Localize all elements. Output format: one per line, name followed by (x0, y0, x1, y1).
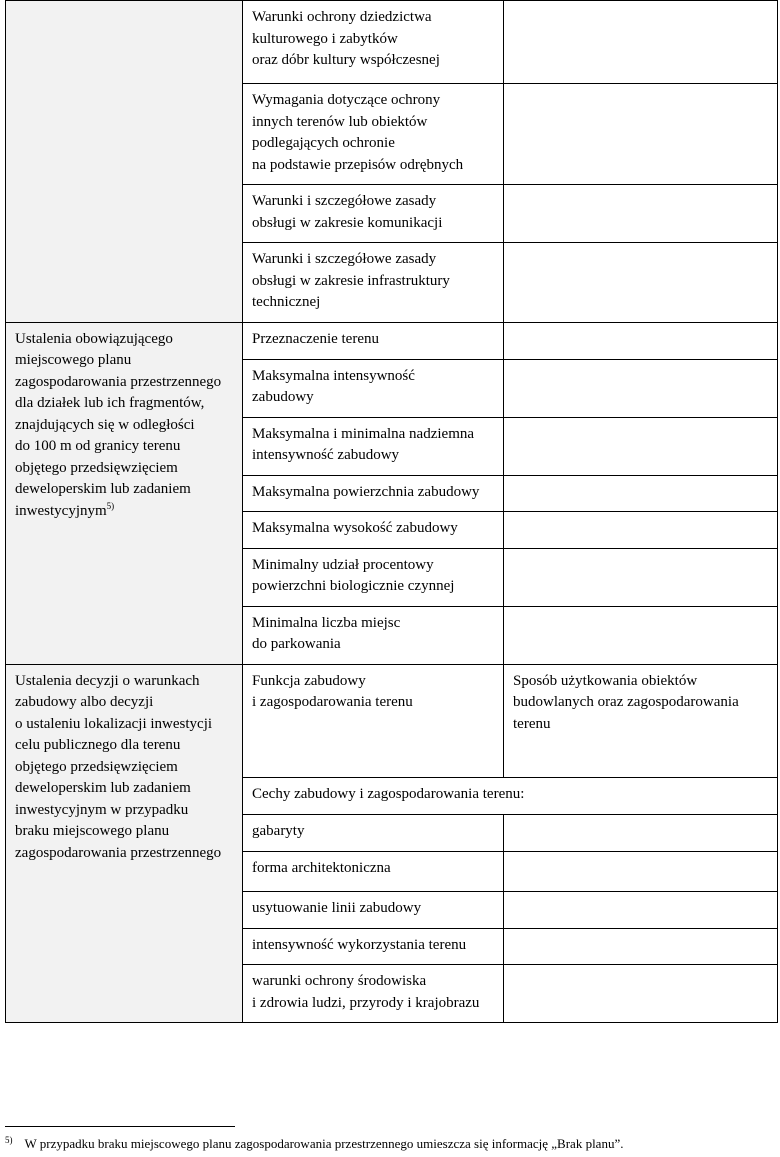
function-value: Sposób użytkowania obiektów budowlanych oraz zagospodarowania terenu (504, 664, 778, 777)
section2-label: Ustalenia obowiązującego miejscowego planu zagospodarowania przestrzennego dla działek lub ich fragmentów, znajdujących się w odległości do 100 m od granicy terenu objętego przedsięwzięciem deweloperskim lub zadaniem inwestycyjnym$^{5)}$ (6, 322, 243, 664)
row-label: Warunki ochrony dziedzictwa kulturowego i zabytków oraz dóbr kultury współczesnej (243, 1, 504, 84)
value-cell[interactable] (504, 185, 778, 243)
footnote-ref: 5) (106, 500, 115, 511)
row-label: usytuowanie linii zabudowy (243, 891, 504, 928)
section1-label (6, 1, 243, 323)
footnote-text: W przypadku braku miejscowego planu zagospodarowania przestrzennego umieszcza się informację „Brak planu”. (24, 1136, 624, 1151)
value-cell[interactable] (504, 417, 778, 475)
value-cell[interactable] (504, 548, 778, 606)
features-header: Cechy zabudowy i zagospodarowania terenu: (243, 777, 778, 814)
row-label: Minimalny udział procentowy powierzchni biologicznie czynnej (243, 548, 504, 606)
value-cell[interactable] (504, 606, 778, 664)
row-label: Przeznaczenie terenu (243, 322, 504, 359)
row-label: Warunki i szczegółowe zasady obsługi w zakresie komunikacji (243, 185, 504, 243)
row-label: intensywność wykorzystania terenu (243, 928, 504, 965)
footnote (5, 1136, 623, 1152)
row-label: Maksymalna i minimalna nadziemna intensywność zabudowy (243, 417, 504, 475)
value-cell[interactable] (504, 243, 778, 323)
row-label: forma architektoniczna (243, 851, 504, 891)
value-cell[interactable] (504, 891, 778, 928)
function-label: Funkcja zabudowy i zagospodarowania terenu (243, 664, 504, 777)
value-cell[interactable] (504, 359, 778, 417)
row-label: Warunki i szczegółowe zasady obsługi w zakresie infrastruktury technicznej (243, 243, 504, 323)
row-label: Minimalna liczba miejsc do parkowania (243, 606, 504, 664)
value-cell[interactable] (504, 322, 778, 359)
value-cell[interactable] (504, 84, 778, 185)
row-label: Maksymalna powierzchnia zabudowy (243, 475, 504, 512)
value-cell[interactable] (504, 965, 778, 1023)
footnote-marker: 5) (5, 1134, 13, 1145)
value-cell[interactable] (504, 851, 778, 891)
value-cell[interactable] (504, 512, 778, 549)
value-cell[interactable] (504, 475, 778, 512)
row-label: gabaryty (243, 814, 504, 851)
value-cell[interactable] (504, 928, 778, 965)
value-cell[interactable] (504, 1, 778, 84)
value-cell[interactable] (504, 814, 778, 851)
form-table (5, 0, 778, 1023)
row-label: Maksymalna wysokość zabudowy (243, 512, 504, 549)
row-label: warunki ochrony środowiska i zdrowia ludzi, przyrody i krajobrazu (243, 965, 504, 1023)
row-label: Maksymalna intensywność zabudowy (243, 359, 504, 417)
section3-label: Ustalenia decyzji o warunkach zabudowy albo decyzji o ustaleniu lokalizacji inwestycji celu publicznego dla terenu objętego przedsięwzięciem deweloperskim lub zadaniem inwestycyjnym w przypadku braku miejscowego planu zagospodarowania przestrzennego (6, 664, 243, 1023)
row-label: Wymagania dotyczące ochrony innych terenów lub obiektów podlegających ochronie na podstawie przepisów odrębnych (243, 84, 504, 185)
footnote-divider (5, 1126, 235, 1127)
